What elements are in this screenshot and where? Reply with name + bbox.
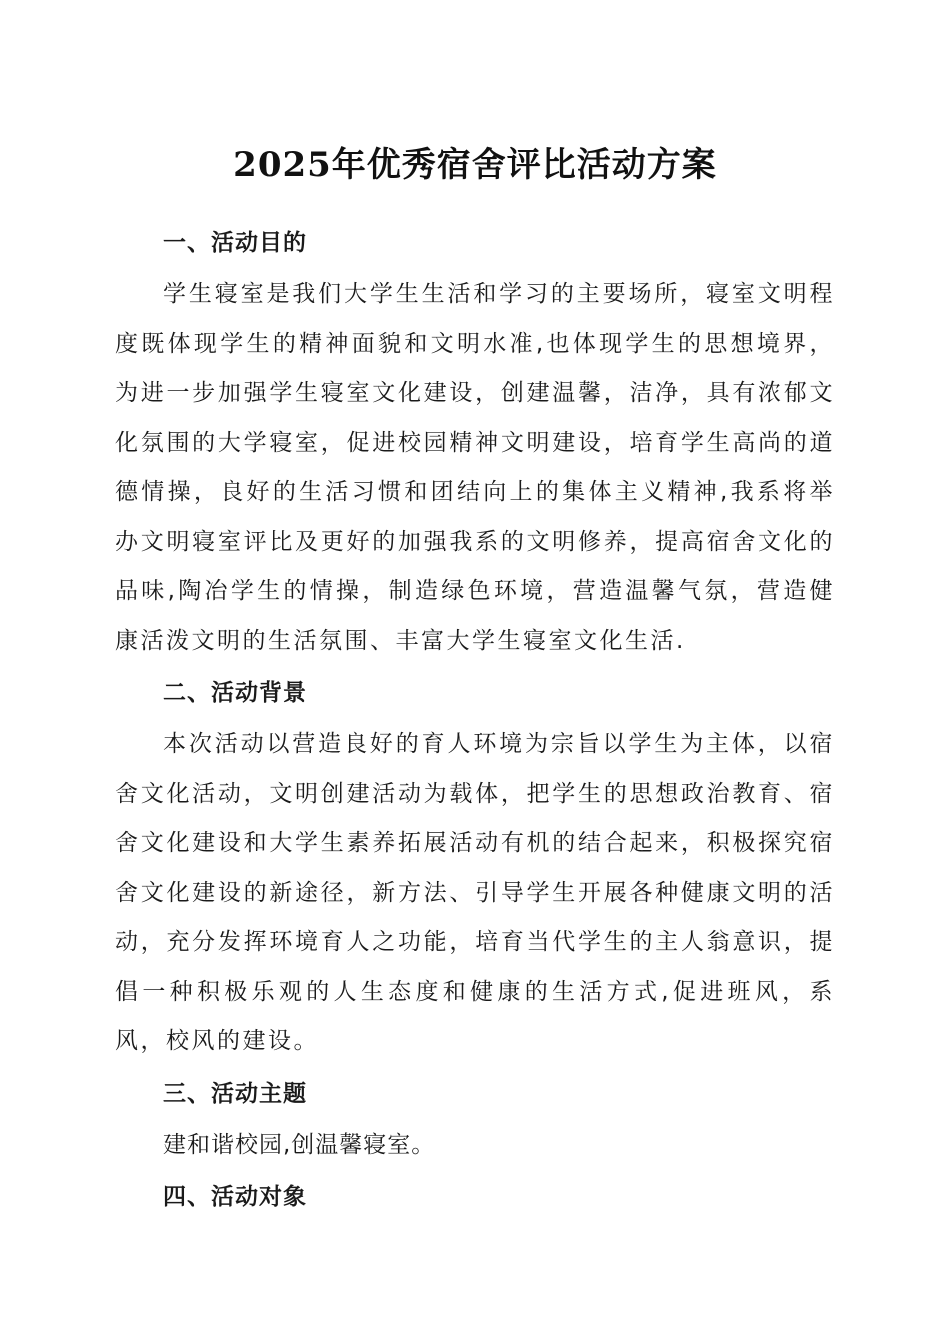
section-heading-audience: 四、活动对象: [163, 1184, 307, 1210]
document-body: [115, 220, 835, 1224]
section-heading-purpose: 一、活动目的: [163, 230, 307, 256]
section-paragraph-theme: 建和谐校园,创温馨寝室。: [163, 1131, 436, 1158]
section-paragraph-purpose: 学生寝室是我们大学生生活和学习的主要场所，寝室文明程度既体现学生的精神面貌和文明水准,也体现学生的思想境界，为进一步加强学生寝室文化建设，创建温馨，洁净，具有浓郁文化氛围的大学寝室，促进校园精神文明建设，培育学生高尚的道德情操，良好的生活习惯和团结向上的集体主义精神,我系将举办文明寝室评比及更好的加强我系的文明修养，提高宿舍文化的品味,陶冶学生的情操，制造绿色环境，营造温馨气氛，营造健康活泼文明的生活氛围、丰富大学生寝室文化生活.: [115, 281, 835, 654]
section-heading-theme: 三、活动主题: [163, 1080, 307, 1107]
section-paragraph-background: 本次活动以营造良好的育人环境为宗旨以学生为主体，以宿舍文化活动，文明创建活动为载体，把学生的思想政治教育、宿舍文化建设和大学生素养拓展活动有机的结合起来，积极探究宿舍文化建设的新途径，新方法、引导学生开展各种健康文明的活动，充分发挥环境育人之功能，培育当代学生的主人翁意识，提倡一种积极乐观的人生态度和健康的生活方式,促进班风，系风，校风的建设。: [115, 731, 835, 1054]
section-heading-background: 二、活动背景: [163, 680, 307, 706]
document-title: 2025年优秀宿舍评比活动方案: [233, 145, 717, 185]
